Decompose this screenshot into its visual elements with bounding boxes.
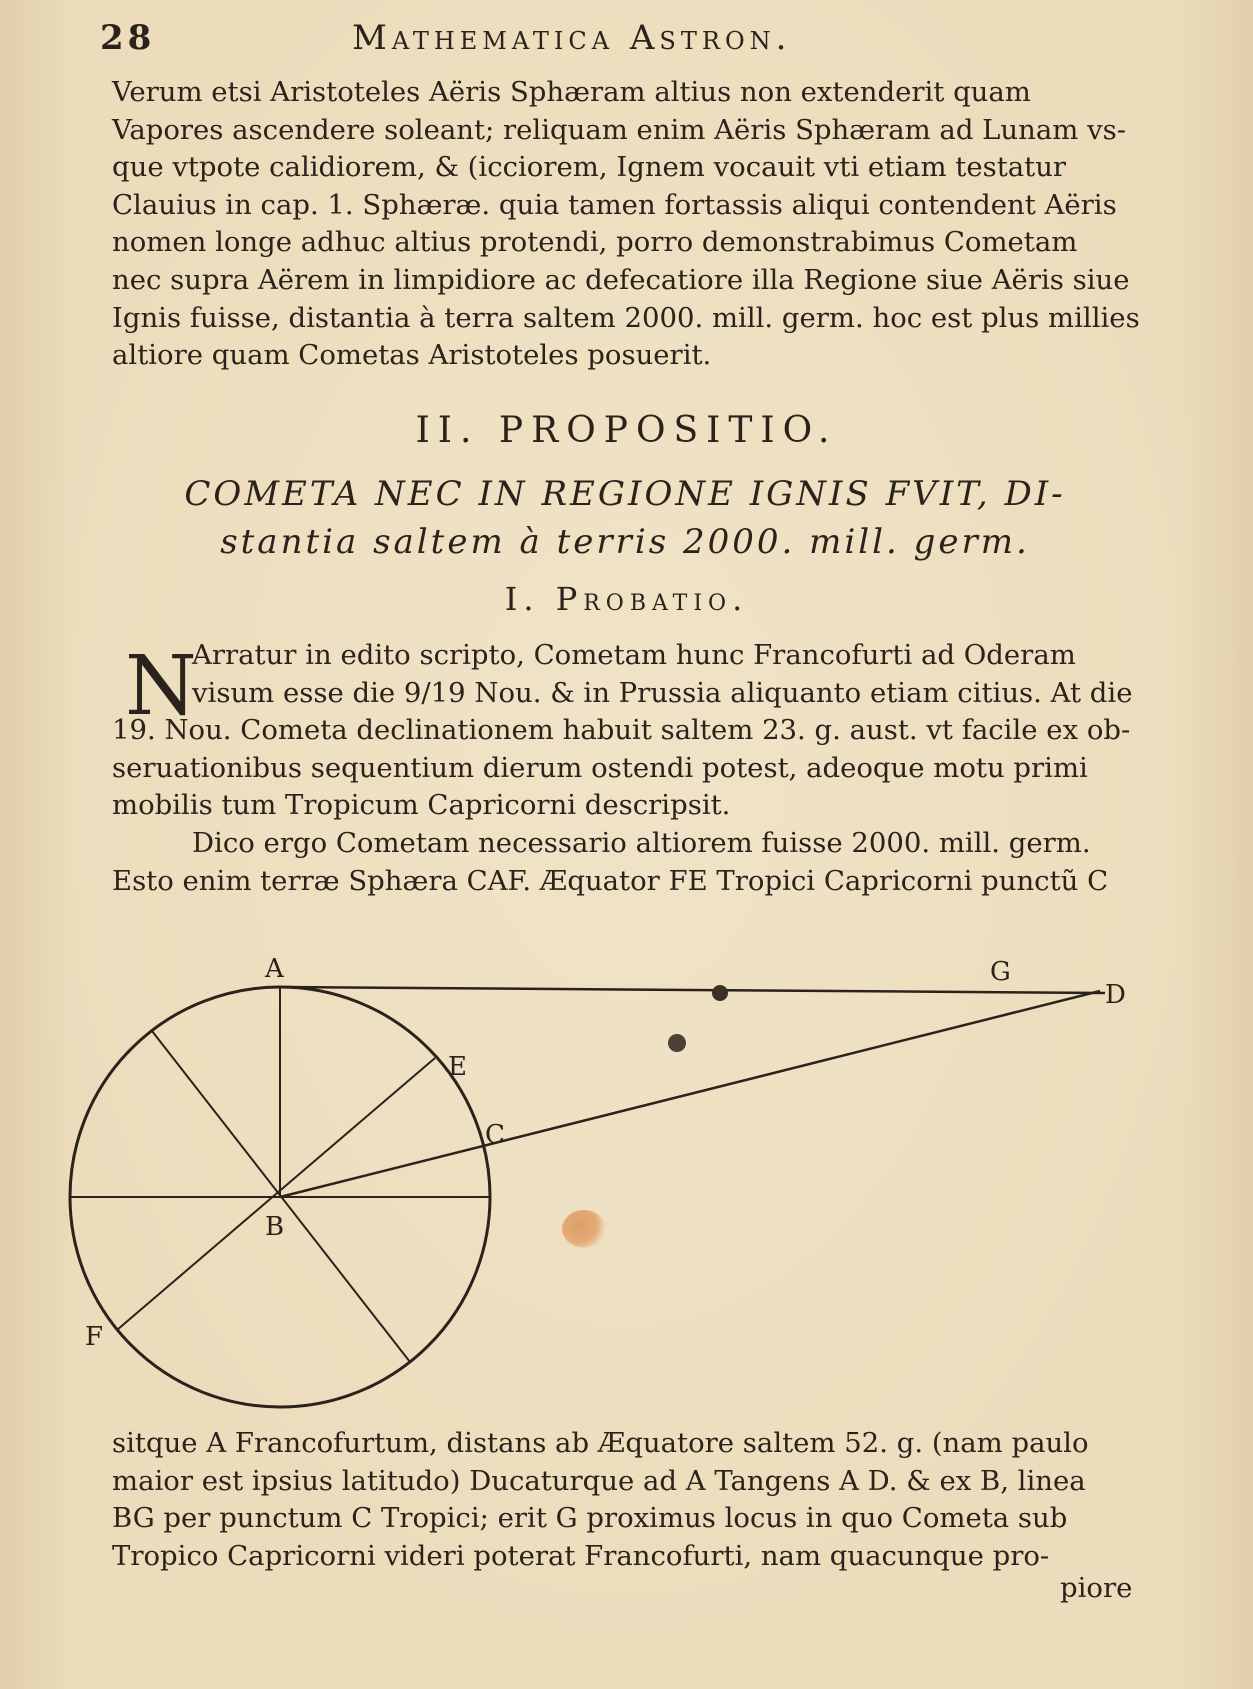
label-E: E	[448, 1052, 467, 1082]
text-line: 19. Nou. Cometa declinationem habuit saltem 23. g. aust. vt facile ex ob-	[112, 714, 1131, 747]
equator-line-FE	[117, 1058, 435, 1330]
text-line: maior est ipsius latitudo) Ducaturque ad A Tangens A D. & ex B, linea	[112, 1464, 1086, 1497]
text-line: Clauius in cap. 1. Sphæræ. quia tamen fortassis aliqui contendent Aëris	[112, 188, 1117, 221]
label-G: G	[990, 957, 1011, 987]
text-line: Ignis fuisse, distantia à terra saltem 2000. mill. germ. hoc est plus millies	[112, 301, 1140, 334]
geometric-figure	[60, 945, 1140, 1425]
running-title: Mathematica Astron.	[352, 18, 792, 58]
ink-blot	[712, 985, 728, 1001]
text-line: nomen longe adhuc altius protendi, porro demonstrabimus Cometam	[112, 226, 1078, 259]
text-line: nec supra Aërem in limpidiore ac defecatiore illa Regione siue Aëris siue	[112, 263, 1130, 296]
label-F: F	[85, 1322, 104, 1352]
text-line: Arratur in edito scripto, Cometam hunc Francofurti ad Oderam	[192, 639, 1076, 671]
text-line: visum esse die 9/19 Nou. & in Prussia aliquanto etiam citius. At die	[192, 676, 1133, 709]
text-line: Vapores ascendere soleant; reliquam enim Aëris Sphæram ad Lunam vs-	[112, 113, 1127, 146]
proposition-title-line: COMETA NEC IN REGIONE IGNIS FVIT, DI-	[184, 474, 1066, 514]
text-line: altiore quam Cometas Aristoteles posuerit.	[112, 339, 712, 372]
proposition-title	[160, 470, 1090, 566]
proposition-title-line: stantia saltem à terris 2000. mill. germ.	[220, 522, 1030, 562]
text-line: BG per punctum C Tropici; erit G proximus locus in quo Cometa sub	[112, 1502, 1068, 1535]
sphere-diagram	[60, 945, 1140, 1425]
label-A: A	[265, 954, 284, 984]
text-line: sitque A Francofurtum, distans ab Æquatore saltem 52. g. (nam paulo	[112, 1427, 1089, 1459]
label-D: D	[1105, 980, 1126, 1010]
drop-cap: N	[125, 639, 197, 734]
label-B: B	[265, 1212, 285, 1242]
line-BG	[280, 991, 1100, 1197]
page-number: 28	[100, 18, 156, 58]
proposition-heading: II. PROPOSITIO.	[415, 410, 838, 451]
label-C: C	[485, 1120, 505, 1150]
paragraph-probatio	[112, 637, 1133, 900]
page-header	[100, 14, 1100, 64]
probatio-heading: I. Probatio.	[504, 580, 749, 618]
paragraph-conclusion	[112, 1425, 1120, 1575]
paper-stain	[562, 1210, 606, 1248]
ink-blot	[668, 1034, 686, 1052]
text-line: mobilis tum Tropicum Capricorni descripsit.	[112, 789, 731, 822]
text-line: Tropico Capricorni videri poterat Francofurti, nam quacunque pro-	[112, 1539, 1050, 1572]
text-line: Dico ergo Cometam necessario altiorem fuisse 2000. mill. germ.	[192, 826, 1091, 859]
text-line: Verum etsi Aristoteles Aëris Sphæram altius non extenderit quam	[112, 76, 1031, 108]
paragraph-intro	[112, 74, 1140, 375]
text-line: seruationibus sequentium dierum ostendi potest, adeoque motu primi	[112, 751, 1088, 784]
text-line: Esto enim terræ Sphæra CAF. Æquator FE Tropici Capricorni punctũ C	[112, 864, 1109, 897]
tangent-line-AD	[280, 987, 1105, 993]
text-line: que vtpote calidiorem, & (icciorem, Ignem vocauit vti etiam testatur	[112, 151, 1067, 184]
catchword: piore	[1060, 1572, 1133, 1604]
